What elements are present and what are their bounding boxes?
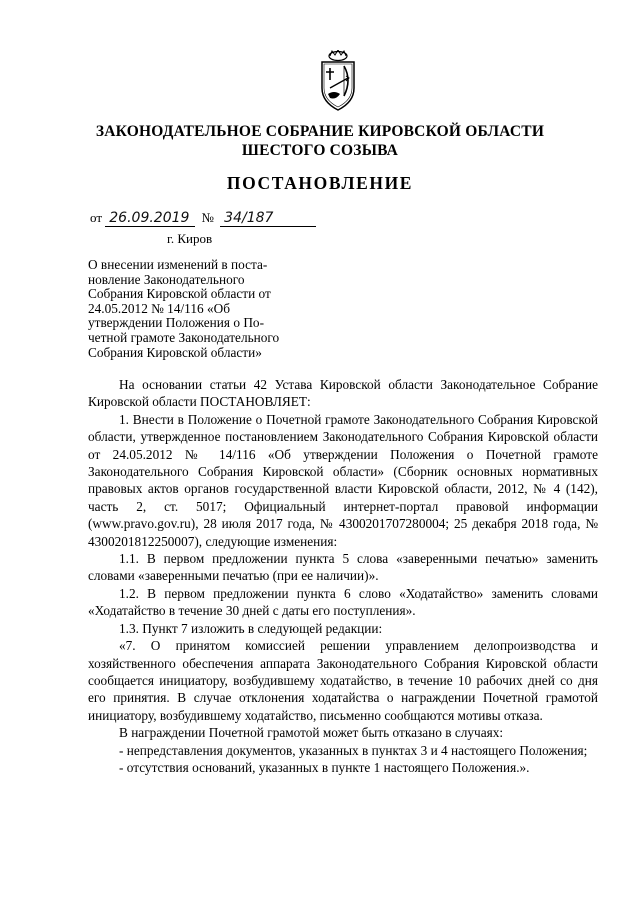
city-label: г. Киров xyxy=(167,231,213,246)
clause-1-2: 1.2. В первом предложении пункта 6 слово «Ходатайство» заменить словами «Ходатайство в течение 30 дней с даты его поступления». xyxy=(88,585,598,619)
subject-line: четной грамоте Законодательного xyxy=(88,329,280,345)
subject-line: О внесении изменений в поста- xyxy=(88,257,268,272)
clause-1-3: 1.3. Пункт 7 изложить в следующей редакции: xyxy=(119,620,383,636)
convocation-label: ШЕСТОГО СОЗЫВА xyxy=(241,142,399,159)
refusal-case-2: - отсутствия оснований, указанных в пункте 1 настоящего Положения.». xyxy=(119,759,530,775)
handwritten-date: 26.09.2019 xyxy=(105,210,195,227)
subject-block xyxy=(88,258,316,360)
document-type-title: ПОСТАНОВЛЕНИЕ xyxy=(226,173,414,193)
clause-1: 1. Внести в Положение о Почетной грамоте Законодательного Собрания Кировской области, утвержденное постановлением Законодательного Собрания Кировской области от 24.05.2012 № 14/116 «Об утверждении Положения о Почетной грамоте Законодательного Собрания Кировской области» (Сборник основных нормативных правовых актов органов государственной власти Кировской области, 2012, № 4 (142), часть 2, ст. 5017; Официальный интернет-портал правовой информации (www.pravo.gov.ru), 28 июля 2017 года, № 4300201707280004; 25 декабря 2018 года, № 4300201812250007), следующие изменения: xyxy=(88,411,598,549)
coat-of-arms-icon xyxy=(318,50,358,112)
organization-name: ЗАКОНОДАТЕЛЬНОЕ СОБРАНИЕ КИРОВСКОЙ ОБЛАСТИ xyxy=(95,123,545,140)
subject-line: Собрания Кировской области» xyxy=(88,344,262,360)
subject-line: новление Законодательного xyxy=(88,271,245,287)
subject-line: 24.05.2012 № 14/116 «Об xyxy=(88,300,230,316)
handwritten-number: 34/187 xyxy=(220,210,316,227)
new-clause-7: «7. О принятом комиссией решении управлением делопроизводства и хозяйственного обеспечения аппарата Законодательного Собрания Кировской области сообщается инициатору, возбудившему ходатайство, в течение 10 рабочих дней со дня его принятия. В случае отклонения ходатайства о награждении Почетной грамотой инициатору, возбудившему ходатайство, письменно сообщаются мотивы отказа. xyxy=(88,638,598,723)
document-body xyxy=(88,376,598,776)
subject-line: Собрания Кировской области от xyxy=(88,286,271,302)
intro-paragraph: На основании статьи 42 Устава Кировской области Законодательное Собрание Кировской области ПОСТАНОВЛЯЕТ: xyxy=(88,377,598,410)
date-number-line xyxy=(90,210,316,227)
number-label: № xyxy=(201,210,214,225)
subject-line: утверждении Положения о По- xyxy=(88,315,265,331)
clause-1-1: 1.1. В первом предложении пункта 5 слова «заверенными печатью» заменить словами «заверенными печатью (при ее наличии)». xyxy=(88,551,598,584)
refusal-paragraph: В награждении Почетной грамотой может быть отказано в случаях: xyxy=(119,725,504,741)
refusal-case-1: - непредставления документов, указанных в пунктах 3 и 4 настоящего Положения; xyxy=(119,742,588,758)
from-label: от xyxy=(90,210,103,225)
